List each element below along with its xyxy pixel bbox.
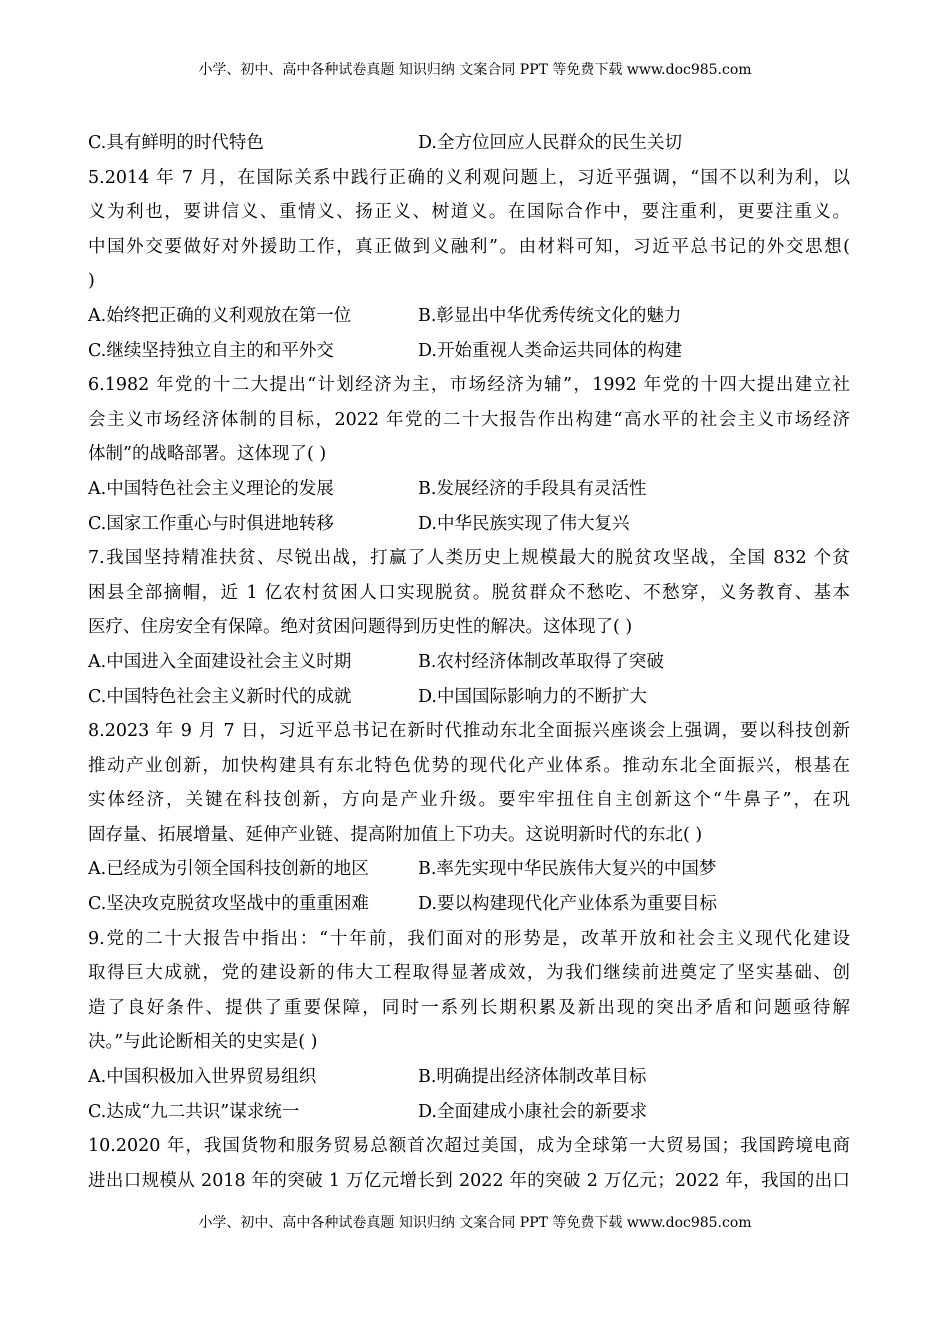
- option-b: B.发展经济的手段具有灵活性: [418, 478, 647, 499]
- options-row: [88, 645, 850, 680]
- option-a: A.中国特色社会主义理论的发展: [88, 478, 334, 499]
- question: [88, 922, 850, 1130]
- question-stem-line: 固存量、拓展增量、延伸产业链、提高附加值上下功夫。这说明新时代的东北( ): [88, 824, 703, 845]
- question-stem-line: 10.2020 年，我国货物和服务贸易总额首次超过美国，成为全球第一大贸易国；我国跨境电商: [88, 1136, 850, 1157]
- question: [88, 1129, 850, 1198]
- question-stem-line: 体制”的战略部署。这体现了( ): [88, 444, 327, 465]
- question: [88, 714, 850, 922]
- question: [88, 161, 850, 369]
- question-stem-line: 进出口规模从 2018 年的突破 1 万亿元增长到 2022 年的突破 2 万亿元；2022 年，我国的出口: [88, 1170, 850, 1191]
- option-b: B.率先实现中华民族伟大复兴的中国梦: [418, 859, 717, 880]
- option-c: C.具有鲜明的时代特色: [88, 133, 264, 153]
- question-stem-line: 中国外交要做好对外援助工作，真正做到义融利”。由材料可知，习近平总书记的外交思想(: [88, 236, 850, 257]
- option-c: C.国家工作重心与时俱进地转移: [88, 513, 334, 534]
- option-d: D.全面建成小康社会的新要求: [418, 1101, 647, 1122]
- option-c: C.中国特色社会主义新时代的成就: [88, 686, 352, 707]
- options-row: [88, 299, 850, 334]
- question-stem-line: 推动产业创新，加快构建具有东北特色优势的现代化产业体系。推动东北全面振兴，根基在: [88, 755, 850, 776]
- options-row: [88, 852, 850, 887]
- options-row: [88, 507, 850, 542]
- question-stem-line: 取得巨大成就，党的建设新的伟大工程取得显著成效，为我们继续前进奠定了坚实基础、创: [88, 963, 850, 984]
- option-a: A.中国积极加入世界贸易组织: [88, 1067, 317, 1088]
- question-stem-line: 医疗、住房安全有保障。绝对贫困问题得到历史性的解决。这体现了( ): [88, 617, 633, 638]
- options-row: [88, 887, 850, 922]
- option-b: B.彰显出中华优秀传统文化的魅力: [418, 305, 682, 326]
- page-header: 小学、初中、高中各种试卷真题 知识归纳 文案合同 PPT 等免费下载 www.doc985.com: [198, 62, 752, 78]
- page-footer: 小学、初中、高中各种试卷真题 知识归纳 文案合同 PPT 等免费下载 www.doc985.com: [198, 1215, 752, 1231]
- option-a: A.已经成为引领全国科技创新的地区: [88, 859, 369, 880]
- option-d: D.要以构建现代化产业体系为重要目标: [418, 894, 717, 915]
- options-row: [88, 680, 850, 715]
- question-stem-line: 5.2014 年 7 月，在国际关系中践行正确的义利观问题上，习近平强调，“国不以利为利，以: [88, 167, 850, 188]
- document-body: [88, 126, 850, 1198]
- question: [88, 368, 850, 541]
- question-stem-line: 8.2023 年 9 月 7 日，习近平总书记在新时代推动东北全面振兴座谈会上强调，要以科技创新: [88, 721, 850, 742]
- option-b: B.明确提出经济体制改革目标: [418, 1067, 647, 1088]
- question-stem-line: 9.党的二十大报告中指出：“十年前，我们面对的形势是，改革开放和社会主义现代化建设: [88, 928, 850, 949]
- question-stem-line: 会主义市场经济体制的目标，2022 年党的二十大报告作出构建“高水平的社会主义市场经济: [88, 409, 850, 430]
- question-stem-line: 7.我国坚持精准扶贫、尽锐出战，打赢了人类历史上规模最大的脱贫攻坚战，全国 832 个贫: [88, 548, 850, 569]
- question-stem-line: 义为利也，要讲信义、重情义、扬正义、树道义。在国际合作中，要注重利，更要注重义。: [88, 202, 850, 223]
- options-row: [88, 472, 850, 507]
- option-d: D.开始重视人类命运共同体的构建: [418, 340, 682, 361]
- carryover-options: [88, 126, 850, 161]
- option-c: C.继续坚持独立自主的和平外交: [88, 340, 334, 361]
- question-stem-line: 造了良好条件、提供了重要保障，同时一系列长期积累及新出现的突出矛盾和问题亟待解: [88, 997, 850, 1018]
- question-stem-line: 困县全部摘帽，近 1 亿农村贫困人口实现脱贫。脱贫群众不愁吃、不愁穿，义务教育、基本: [88, 582, 850, 603]
- option-b: B.农村经济体制改革取得了突破: [418, 651, 664, 672]
- option-c: C.坚决攻克脱贫攻坚战中的重重困难: [88, 894, 369, 915]
- option-d: D.中国国际影响力的不断扩大: [418, 686, 647, 707]
- option-c: C.达成“九二共识”谋求统一: [88, 1101, 300, 1122]
- option-d: D.全方位回应人民群众的民生关切: [418, 133, 682, 153]
- question: [88, 541, 850, 714]
- question-stem-line: ): [88, 271, 95, 292]
- question-stem-line: 决。”与此论断相关的史实是( ): [88, 1032, 318, 1053]
- options-row: [88, 334, 850, 369]
- options-row: [88, 1095, 850, 1130]
- option-d: D.中华民族实现了伟大复兴: [418, 513, 630, 534]
- question-list: [88, 161, 850, 1199]
- option-a: A.始终把正确的义利观放在第一位: [88, 305, 352, 326]
- option-a: A.中国进入全面建设社会主义时期: [88, 651, 352, 672]
- question-stem-line: 实体经济，关键在科技创新，方向是产业升级。要牢牢扭住自主创新这个“牛鼻子”，在巩: [88, 790, 850, 811]
- options-row: [88, 1060, 850, 1095]
- question-stem-line: 6.1982 年党的十二大提出“计划经济为主，市场经济为辅”，1992 年党的十四大提出建立社: [88, 375, 850, 396]
